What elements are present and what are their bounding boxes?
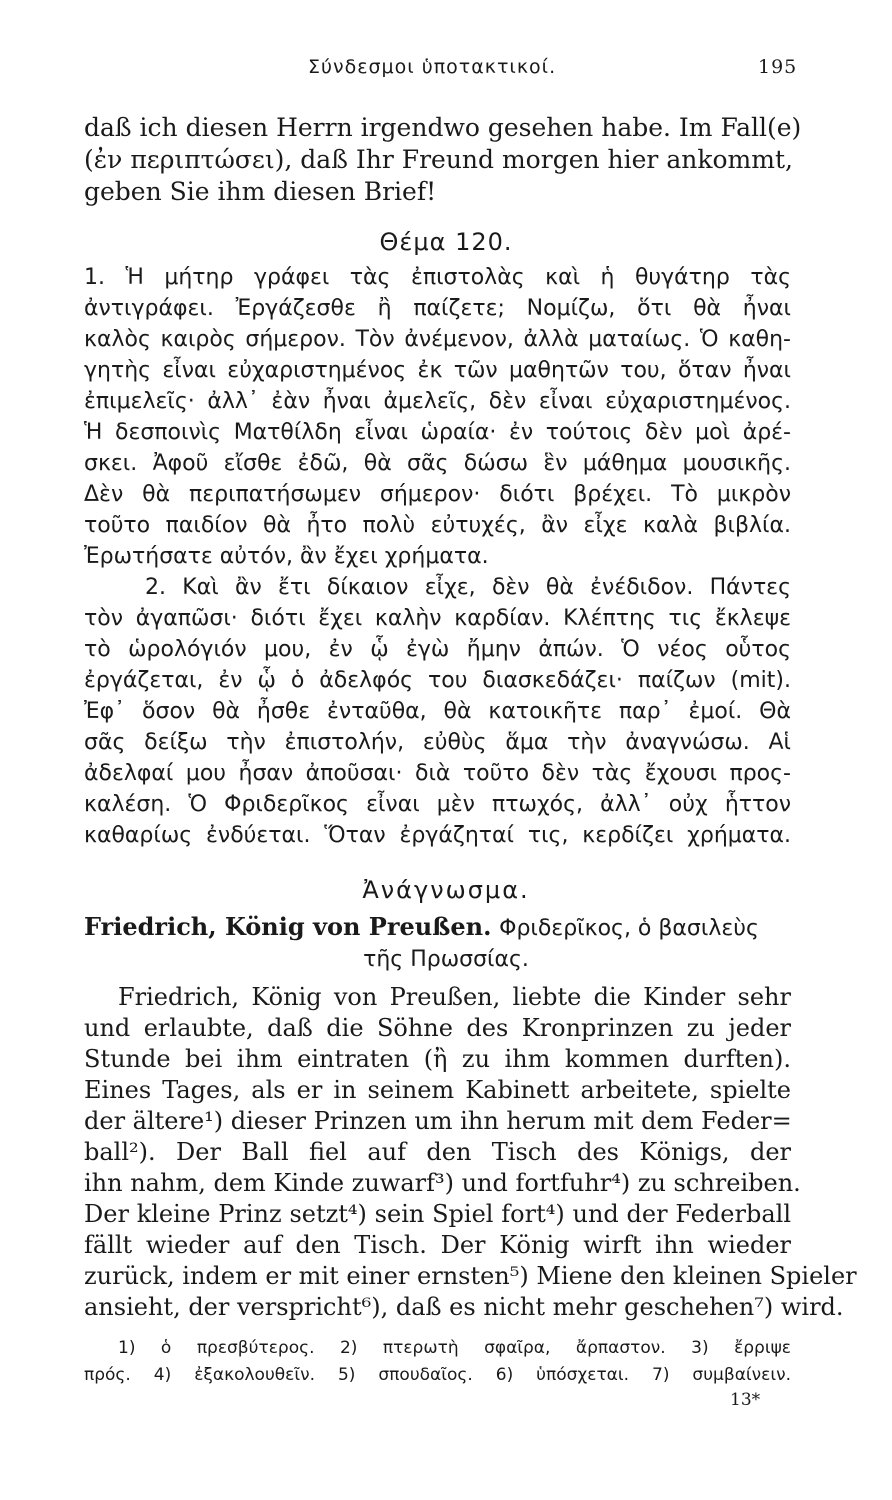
text-line: τὸ ὡρολόγιόν μου, ἐν ᾧ ἐγὼ ἤμην ἀπών. Ὁ νέος οὗτος	[84, 637, 791, 662]
reading-heading	[84, 912, 791, 944]
text-line: σκει. Ἀφοῦ εἴσθε ἐδῶ, θὰ σᾶς δώσω ἓν μάθημα μουσικῆς.	[84, 451, 791, 476]
footnote-line: πρός. 4) ἐξακολουθεῖν. 5) σπουδαῖος. 6) ὑπόσχεται. 7) συμβαίνειν.	[84, 1365, 791, 1385]
text-line: καθαρίως ἐνδύεται. Ὅταν ἐργάζηταί τις, κερδίζει χρήματα.	[84, 823, 791, 848]
text-line: Ἡ δεσποινὶς Ματθίλδη εἶναι ὡραία· ἐν τούτοις δὲν μοὶ ἀρέ-	[84, 420, 791, 445]
theme-title: Θέμα 120.	[379, 228, 513, 256]
running-title: Σύνδεσμοι ὑποτακτικοί.	[308, 56, 557, 78]
text-line: ἀδελφαί μου ἦσαν ἀποῦσαι· διὰ τοῦτο δὲν τὰς ἔχουσι προς-	[84, 761, 791, 786]
text-line: ansieht, der verspricht⁶), daß es nicht mehr geschehen⁷) wird.	[84, 1293, 844, 1321]
reading-heading-greek: Φριδερῖκος, ὁ βασιλεὺς	[499, 916, 759, 941]
text-line: ἐργάζεται, ἐν ᾧ ὁ ἀδελφός του διασκεδάζει· παίζων (mit).	[84, 668, 791, 693]
text-line: ihn nahm, dem Kinde zuwarf³) und fortfuhr⁴) zu schreiben.	[84, 1169, 801, 1197]
text-line: σᾶς δείξω τὴν ἐπιστολήν, εὐθὺς ἅμα τὴν ἀναγνώσω. Αἱ	[84, 730, 791, 755]
text-line: 2. Καὶ ἂν ἔτι δίκαιον εἶχε, δὲν θὰ ἐνέδιδον. Πάντες	[145, 575, 791, 600]
page-number: 195	[758, 56, 798, 78]
text-line: Eines Tages, als er in seinem Kabinett arbeitete, spielte	[84, 1076, 791, 1104]
reading-heading-german: Friedrich, König von Preußen.	[84, 912, 492, 941]
text-line: τοῦτο παιδίον θὰ ἦτο πολὺ εὐτυχές, ἂν εἶχε καλὰ βιβλία.	[84, 513, 791, 538]
text-line: fällt wieder auf den Tisch. Der König wirft ihn wieder	[84, 1231, 791, 1259]
text-line: (ἐν περιπτώσει), daß Ihr Freund morgen hier ankommt,	[84, 145, 793, 174]
text-line: geben Sie ihm diesen Brief!	[84, 177, 437, 206]
text-line: Friedrich, König von Preußen, liebte die Kinder sehr	[118, 983, 791, 1011]
text-line: Stunde bei ihm eintraten (ἢ zu ihm kommen durften).	[84, 1045, 791, 1073]
text-line: daß ich diesen Herrn irgendwo gesehen habe. Im Fall(e)	[84, 113, 802, 142]
footnote-line: 1) ὁ πρεσβύτερος. 2) πτερωτὴ σφαῖρα, ἄρπαστον. 3) ἔρριψε	[118, 1338, 791, 1358]
text-line: 1. Ἡ μήτηρ γράφει τὰς ἐπιστολὰς καὶ ἡ θυγάτηρ τὰς	[84, 265, 791, 290]
text-line: γητὴς εἶναι εὐχαριστημένος ἐκ τῶν μαθητῶν του, ὅταν ἦναι	[84, 358, 791, 383]
text-line: zurück, indem er mit einer ernsten⁵) Miene den kleinen Spieler	[84, 1262, 857, 1290]
text-line: ἀντιγράφει. Ἐργάζεσθε ἢ παίζετε; Νομίζω, ὅτι θὰ ἦναι	[84, 296, 791, 321]
text-line: ball²). Der Ball fiel auf den Tisch des Königs, der	[84, 1138, 791, 1166]
reading-title: Ἀνάγνωσμα.	[362, 876, 530, 904]
text-line: Der kleine Prinz setzt⁴) sein Spiel fort⁴) und der Federball	[84, 1200, 791, 1228]
text-line: ἐπιμελεῖς· ἀλλ᾿ ἐὰν ἦναι ἀμελεῖς, δὲν εἶναι εὐχαριστημένος.	[84, 389, 791, 414]
text-line: τὸν ἀγαπῶσι· διότι ἔχει καλὴν καρδίαν. Κλέπτης τις ἔκλεψε	[84, 606, 791, 631]
reading-heading-greek-2: τῆς Πρωσσίας.	[363, 947, 529, 972]
text-line: der ältere¹) dieser Prinzen um ihn herum mit dem Feder=	[84, 1107, 792, 1135]
text-line: Δὲν θὰ περιπατήσωμεν σήμερον· διότι βρέχει. Τὸ μικρὸν	[84, 482, 791, 507]
text-line: und erlaubte, daß die Söhne des Kronprinzen zu jeder	[84, 1014, 791, 1042]
text-line: καλέση. Ὁ Φριδερῖκος εἶναι μὲν πτωχός, ἀλλ᾿ οὐχ ἧττον	[84, 792, 791, 817]
text-line: καλὸς καιρὸς σήμερον. Τὸν ἀνέμενον, ἀλλὰ ματαίως. Ὁ καθη-	[84, 327, 791, 352]
text-line: Ἐρωτήσατε αὐτόν, ἂν ἔχει χρήματα.	[84, 544, 489, 569]
text-line: Ἐφ᾿ ὅσον θὰ ἦσθε ἐνταῦθα, θὰ κατοικῆτε παρ᾿ ἐμοί. Θὰ	[84, 699, 791, 724]
signature-mark: 13*	[730, 1390, 761, 1410]
